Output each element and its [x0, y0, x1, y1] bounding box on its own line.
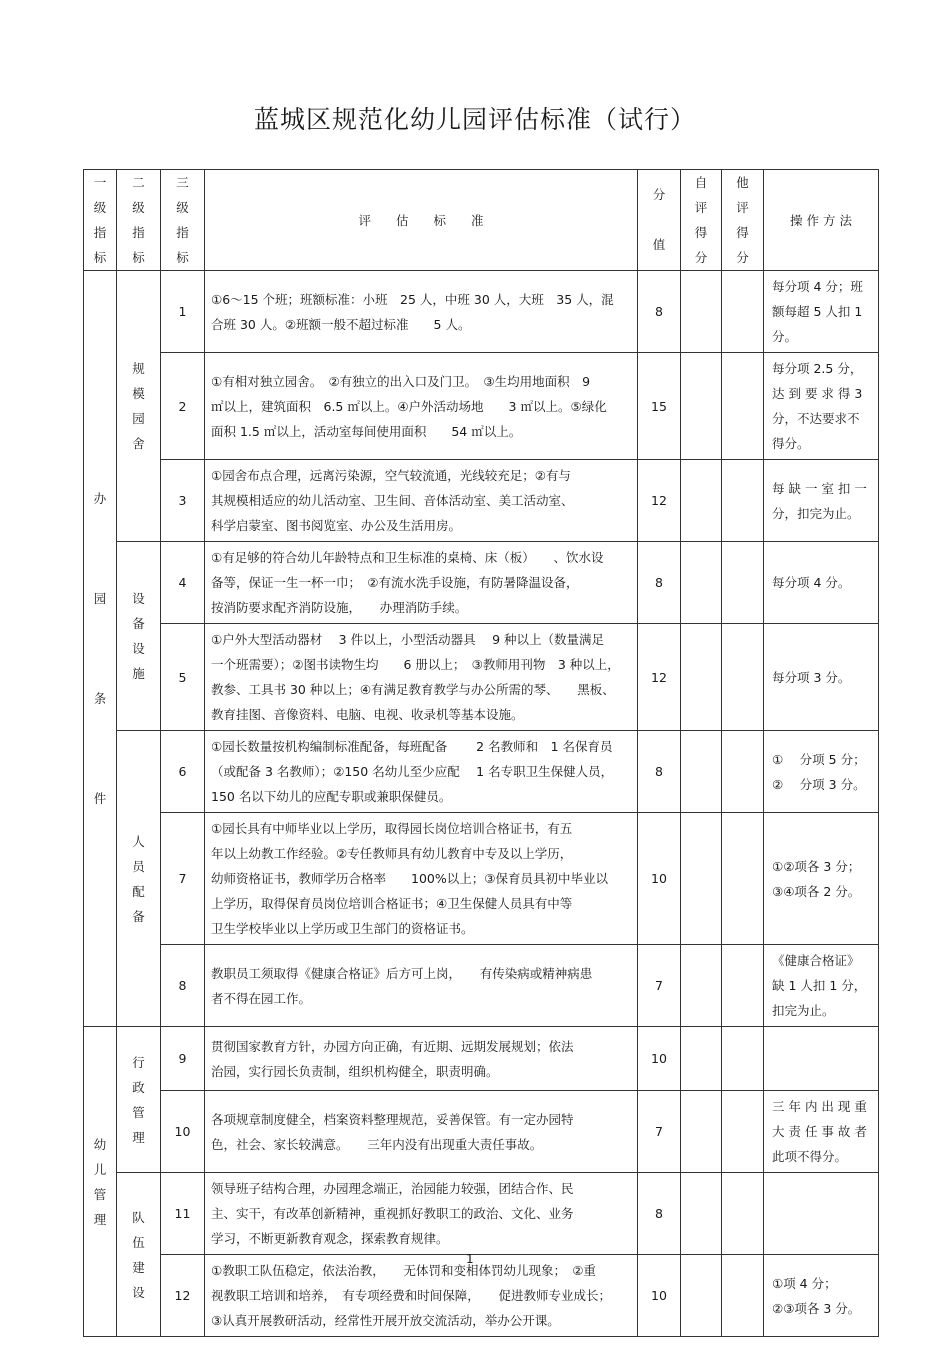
- other-score-cell: [722, 460, 764, 542]
- other-score-cell: [722, 624, 764, 731]
- self-score-cell: [681, 271, 722, 353]
- self-score-cell: [681, 1091, 722, 1173]
- level2-group: 规 模 园 舍: [117, 271, 161, 542]
- header-criteria: 评 估 标 准: [205, 170, 638, 271]
- method-cell: ①项 4 分； ②③项各 3 分。: [764, 1255, 879, 1337]
- other-score-cell: [722, 731, 764, 813]
- score-cell: 10: [638, 813, 681, 945]
- score-cell: 8: [638, 271, 681, 353]
- self-score-cell: [681, 542, 722, 624]
- other-score-cell: [722, 1091, 764, 1173]
- self-score-cell: [681, 945, 722, 1027]
- method-cell: 每分项 4 分。: [764, 542, 879, 624]
- item-number: 2: [161, 353, 205, 460]
- page-title: 蓝城区规范化幼儿园评估标准（试行）: [253, 105, 696, 134]
- other-score-cell: [722, 542, 764, 624]
- table-row: [84, 1255, 879, 1337]
- item-number: 6: [161, 731, 205, 813]
- header-method: 操 作 方 法: [764, 170, 879, 271]
- header-row: [84, 170, 879, 271]
- item-number: 12: [161, 1255, 205, 1337]
- item-number: 7: [161, 813, 205, 945]
- method-cell: 三 年 内 出 现 重 大 责 任 事 故 者 此项不得分。: [764, 1091, 879, 1173]
- header-level1: 一 级 指 标: [84, 170, 117, 271]
- self-score-cell: [681, 813, 722, 945]
- criteria-cell: ①6～15 个班；班额标准：小班 25 人，中班 30 人，大班 35 人，混 合班 30 人。②班额一般不超过标准 5 人。: [205, 271, 638, 353]
- item-number: 9: [161, 1027, 205, 1091]
- table-row: [84, 460, 879, 542]
- level2-group: 设 备 设 施: [117, 542, 161, 731]
- criteria-cell: 贯彻国家教育方针，办园方向正确，有近期、远期发展规划；依法 治园，实行园长负责制，组织机构健全，职责明确。: [205, 1027, 638, 1091]
- score-cell: 12: [638, 460, 681, 542]
- score-cell: 15: [638, 353, 681, 460]
- method-cell: 每分项 2.5 分， 达 到 要 求 得 3 分，不达要求不 得分。: [764, 353, 879, 460]
- self-score-cell: [681, 731, 722, 813]
- method-cell: ① 分项 5 分； ② 分项 3 分。: [764, 731, 879, 813]
- item-number: 4: [161, 542, 205, 624]
- criteria-cell: ①有相对独立园舍。 ②有独立的出入口及门卫。 ③生均用地面积 9 ㎡以上，建筑面积 6.5 ㎡以上。④户外活动场地 3 ㎡以上。⑤绿化 面积 1.5 ㎡以上，活动室每间使用面积 54 ㎡以上。: [205, 353, 638, 460]
- self-score-cell: [681, 1027, 722, 1091]
- level2-group: 人 员 配 备: [117, 731, 161, 1027]
- table-row: [84, 1173, 879, 1255]
- table-row: [84, 271, 879, 353]
- other-score-cell: [722, 353, 764, 460]
- table-row: [84, 1091, 879, 1173]
- self-score-cell: [681, 624, 722, 731]
- table-row: [84, 945, 879, 1027]
- score-cell: 8: [638, 731, 681, 813]
- item-number: 5: [161, 624, 205, 731]
- header-level3: 三 级 指 标: [161, 170, 205, 271]
- criteria-cell: 教职员工须取得《健康合格证》后方可上岗， 有传染病或精神病患 者不得在园工作。: [205, 945, 638, 1027]
- level2-group: 队 伍 建 设: [117, 1173, 161, 1337]
- method-cell: 每分项 4 分；班 额每超 5 人扣 1 分。: [764, 271, 879, 353]
- criteria-cell: ①教职工队伍稳定，依法治教， 无体罚和变相体罚幼儿现象； ②重 视教职工培训和培养， 有专项经费和时间保障， 促进教师专业成长； ③认真开展教研活动，经常性开展开放交流活动，举办公开课。: [205, 1255, 638, 1337]
- header-self-score: 自 评 得 分: [681, 170, 722, 271]
- table-row: [84, 813, 879, 945]
- other-score-cell: [722, 271, 764, 353]
- other-score-cell: [722, 945, 764, 1027]
- method-cell: [764, 1173, 879, 1255]
- item-number: 8: [161, 945, 205, 1027]
- score-cell: 7: [638, 945, 681, 1027]
- other-score-cell: [722, 813, 764, 945]
- score-cell: 8: [638, 1173, 681, 1255]
- method-cell: 每分项 3 分。: [764, 624, 879, 731]
- self-score-cell: [681, 1255, 722, 1337]
- criteria-cell: ①园舍布点合理，远离污染源，空气较流通，光线较充足；②有与 其规模相适应的幼儿活动室、卫生间、音体活动室、美工活动室、 科学启蒙室、图书阅览室、办公及生活用房。: [205, 460, 638, 542]
- criteria-cell: ①有足够的符合幼儿年龄特点和卫生标准的桌椅、床（板） 、饮水设 备等，保证一生一杯一巾； ②有流水洗手设施，有防暑降温设备， 按消防要求配齐消防设施， 办理消防手续。: [205, 542, 638, 624]
- header-other-score: 他 评 得 分: [722, 170, 764, 271]
- item-number: 1: [161, 271, 205, 353]
- item-number: 11: [161, 1173, 205, 1255]
- level2-group: 行 政 管 理: [117, 1027, 161, 1173]
- table-row: [84, 542, 879, 624]
- other-score-cell: [722, 1255, 764, 1337]
- level1-group: 办 园 条 件: [84, 271, 117, 1027]
- method-cell: ①②项各 3 分； ③④项各 2 分。: [764, 813, 879, 945]
- score-cell: 10: [638, 1255, 681, 1337]
- method-cell: 《健康合格证》 缺 1 人扣 1 分， 扣完为止。: [764, 945, 879, 1027]
- item-number: 3: [161, 460, 205, 542]
- score-cell: 12: [638, 624, 681, 731]
- criteria-cell: ①园长数量按机构编制标准配备，每班配备 2 名教师和 1 名保育员 （或配备 3 名教师）；②150 名幼儿至少应配 1 名专职卫生保健人员， 150 名以下幼儿的应配专职或兼职保健员。: [205, 731, 638, 813]
- table-row: [84, 1027, 879, 1091]
- score-cell: 7: [638, 1091, 681, 1173]
- criteria-cell: ①户外大型活动器材 3 件以上，小型活动器具 9 种以上（数量满足 一个班需要）；②图书读物生均 6 册以上； ③教师用刊物 3 种以上， 教参、工具书 30 种以上；④有满足教育教学与办公所需的琴、 黑板、 教育挂图、音像资料、电脑、电视、收录机等基本设施。: [205, 624, 638, 731]
- criteria-cell: ①园长具有中师毕业以上学历，取得园长岗位培训合格证书，有五 年以上幼教工作经验。②专任教师具有幼儿教育中专及以上学历， 幼师资格证书，教师学历合格率 100%以上；③保育员具初中毕业以 上学历，取得保育员岗位培训合格证书；④卫生保健人员具有中等 卫生学校毕业以上学历或卫生部门的资格证书。: [205, 813, 638, 945]
- method-cell: 每 缺 一 室 扣 一 分，扣完为止。: [764, 460, 879, 542]
- page-number: 1: [466, 1252, 474, 1266]
- method-cell: [764, 1027, 879, 1091]
- item-number: 10: [161, 1091, 205, 1173]
- score-cell: 8: [638, 542, 681, 624]
- self-score-cell: [681, 460, 722, 542]
- criteria-cell: 领导班子结构合理，办园理念端正，治园能力较强，团结合作、民 主、实干，有改革创新精神，重视抓好教职工的政治、文化、业务 学习，不断更新教育观念，探索教育规律。: [205, 1173, 638, 1255]
- evaluation-table: [83, 169, 879, 1337]
- header-level2: 二 级 指 标: [117, 170, 161, 271]
- criteria-cell: 各项规章制度健全，档案资料整理规范，妥善保管。有一定办园特 色，社会、家长较满意。 三年内没有出现重大责任事故。: [205, 1091, 638, 1173]
- self-score-cell: [681, 1173, 722, 1255]
- score-cell: 10: [638, 1027, 681, 1091]
- other-score-cell: [722, 1027, 764, 1091]
- other-score-cell: [722, 1173, 764, 1255]
- table-row: [84, 731, 879, 813]
- table-row: [84, 624, 879, 731]
- self-score-cell: [681, 353, 722, 460]
- level1-group: 幼 儿 管 理: [84, 1027, 117, 1337]
- header-score: 分 值: [638, 170, 681, 271]
- table-row: [84, 353, 879, 460]
